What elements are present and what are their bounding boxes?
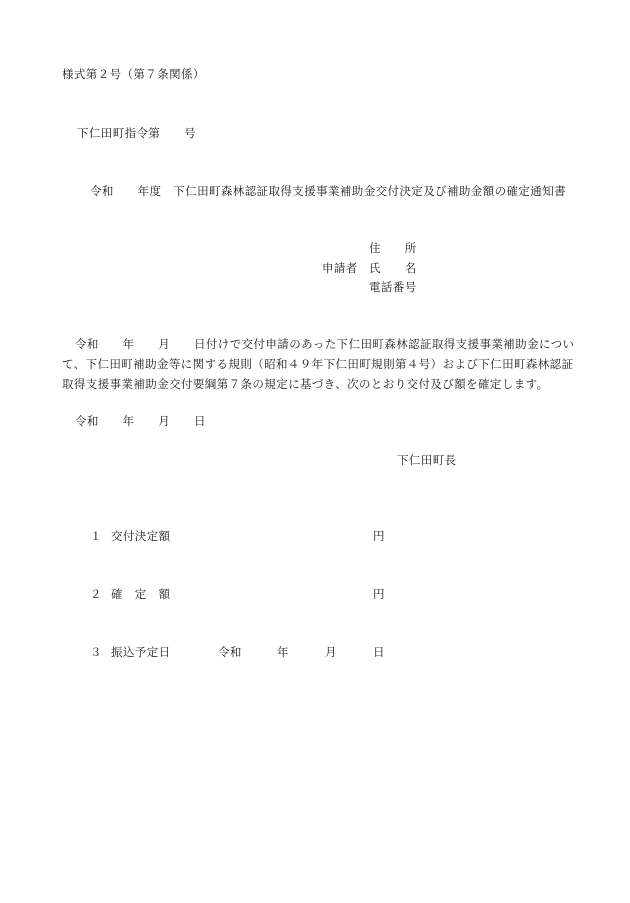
item-label: 確 定 額 (111, 587, 171, 601)
item-unit: 円 (373, 529, 385, 543)
body-line: 令和 年 月 日付けで交付申請のあった下仁田町森林認証取得支援事業補助金につい (75, 337, 575, 351)
issuer: 下仁田町長 (397, 453, 457, 467)
item-label: 振込予定日 (111, 645, 171, 659)
transfer-month-mark: 月 (325, 645, 337, 659)
transfer-day-mark: 日 (373, 645, 385, 659)
transfer-era: 令和 (218, 645, 242, 659)
applicant-label: 申請者 (322, 261, 358, 275)
item-label: 交付決定額 (111, 529, 171, 543)
form-label: 様式第２号（第７条関係） (62, 67, 205, 81)
item-unit: 円 (373, 587, 385, 601)
issue-date: 令和 年 月 日 (75, 414, 206, 428)
applicant-phone-label: 電話番号 (369, 280, 417, 294)
reference-number: 下仁田町指令第 号 (77, 126, 196, 140)
applicant-name-label: 氏 名 (369, 261, 417, 275)
body-line: て、下仁田町補助金等に関する規則（昭和４９年下仁田町規則第４号）および下仁田町森林認証 (62, 357, 574, 371)
document-title: 令和 年度 下仁田町森林認証取得支援事業補助金交付決定及び補助金額の確定通知書 (90, 184, 566, 198)
item-number: １ (90, 529, 102, 543)
item-number: ２ (90, 587, 102, 601)
body-line: 取得支援事業補助金交付要綱第７条の規定に基づき、次のとおり交付及び額を確定します。 (62, 377, 549, 391)
item-number: ３ (90, 645, 102, 659)
transfer-year-mark: 年 (277, 645, 289, 659)
applicant-address-label: 住 所 (369, 241, 417, 255)
